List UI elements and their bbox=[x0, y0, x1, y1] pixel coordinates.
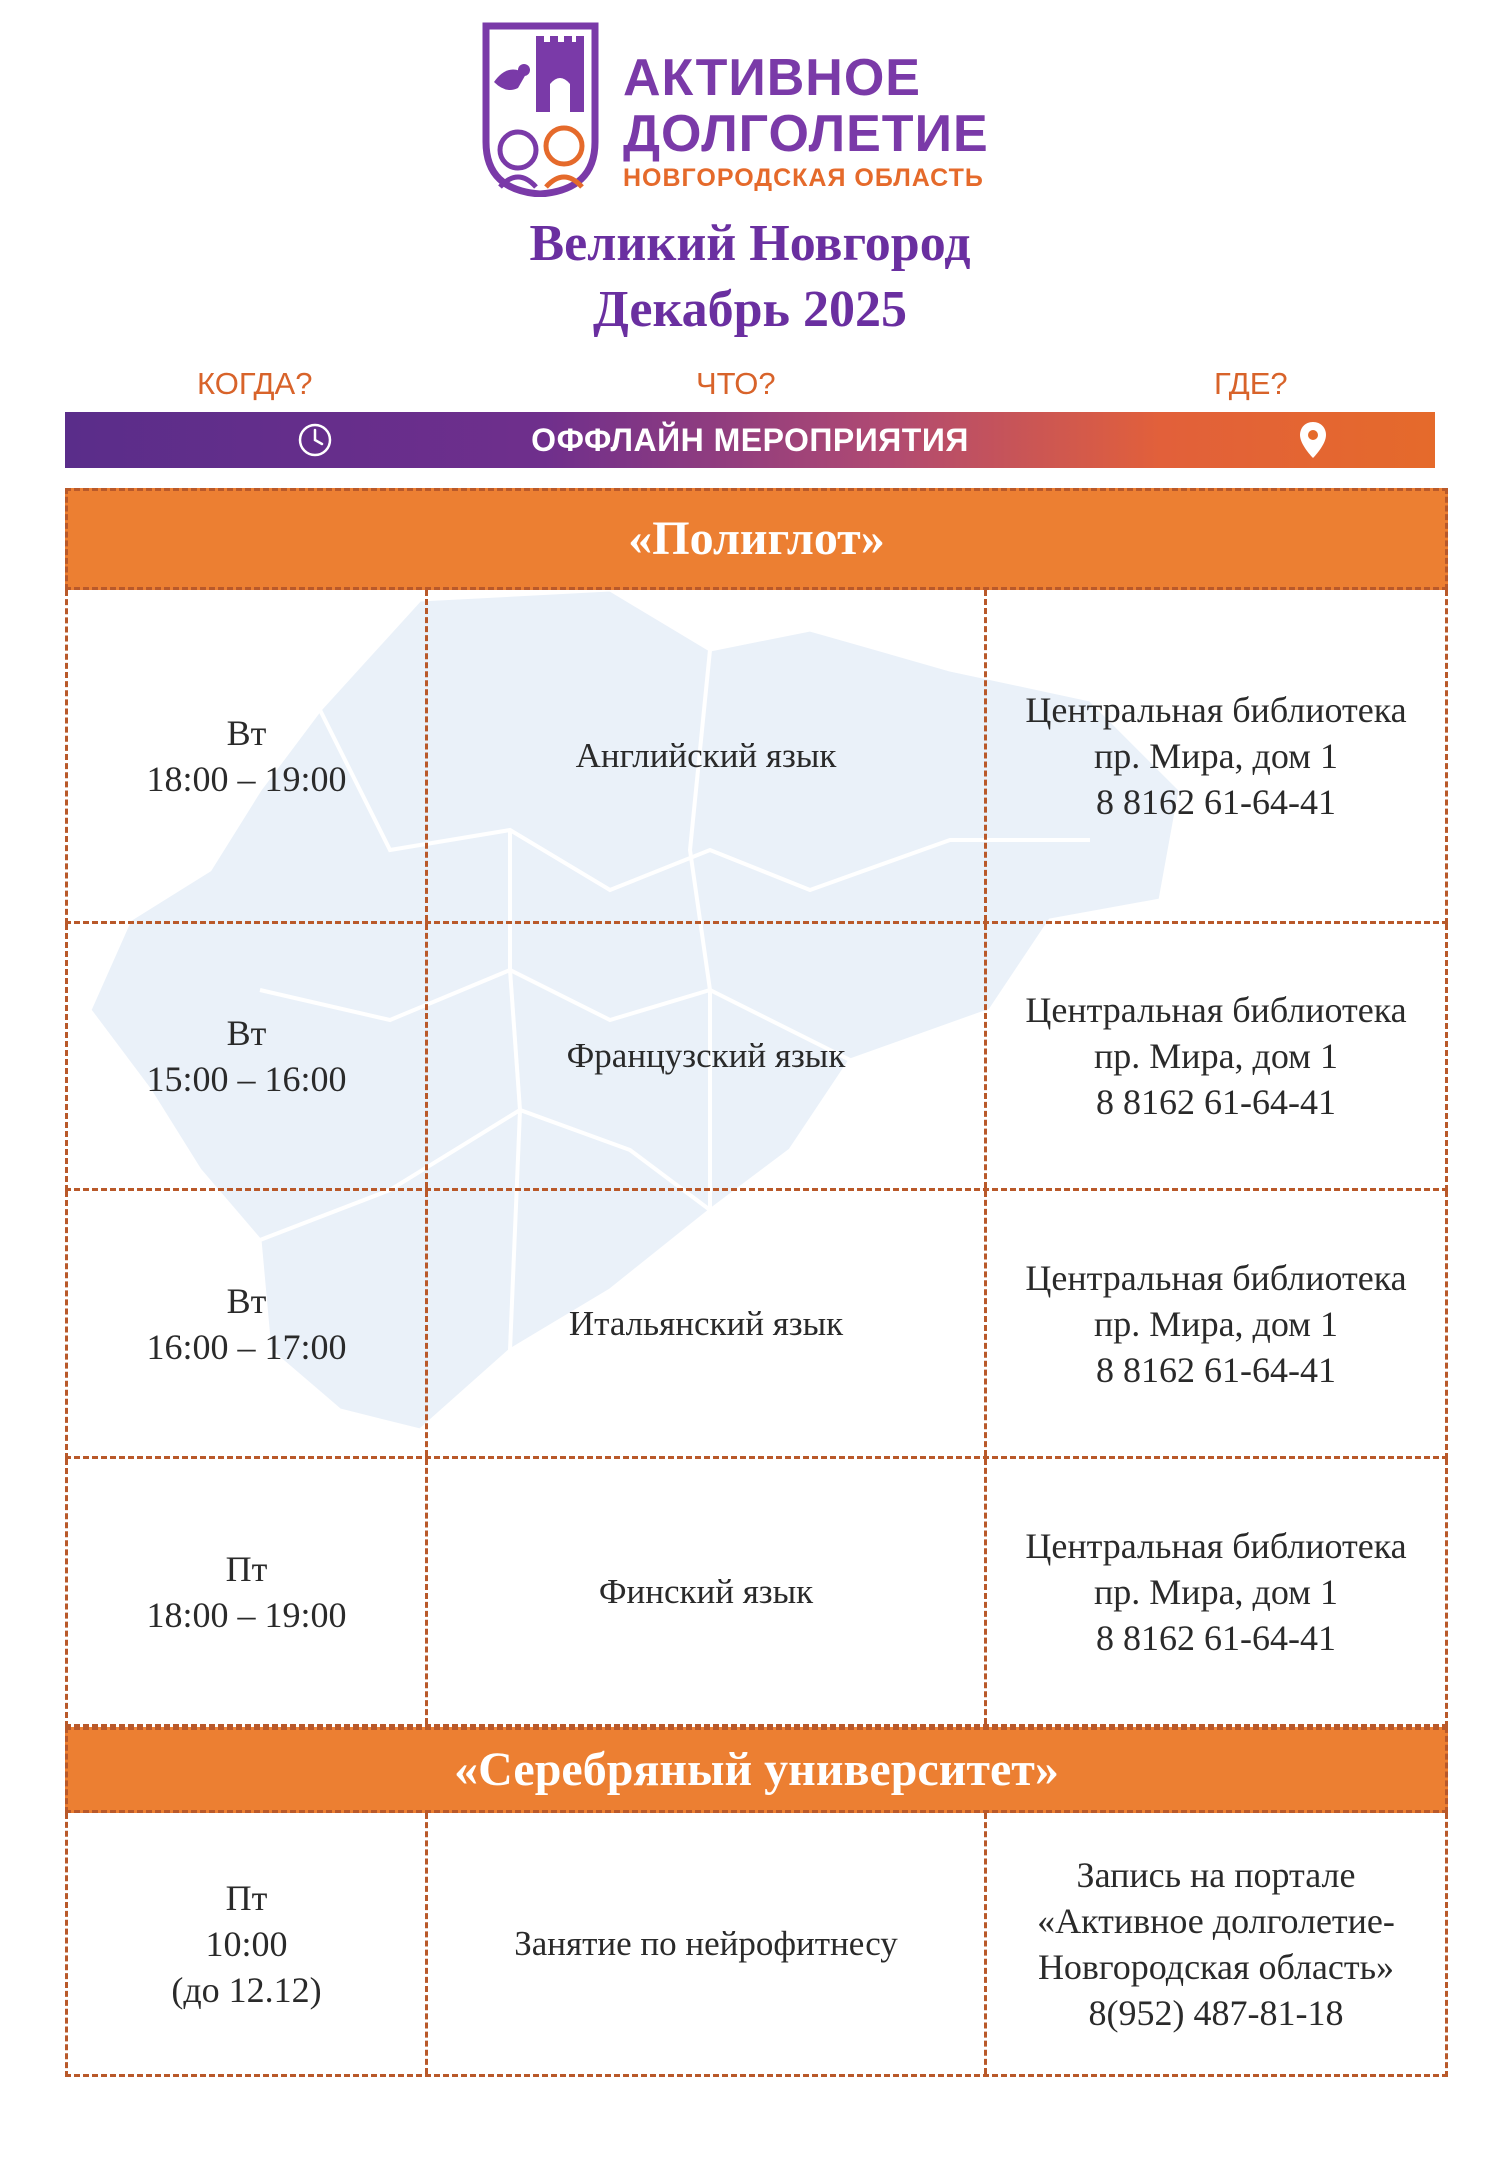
day-label: Пт bbox=[225, 1877, 268, 1918]
event-name: Итальянский язык bbox=[568, 1303, 844, 1343]
time-start: 10:00 bbox=[205, 1923, 288, 1964]
venue-name: Центральная библиотека bbox=[1025, 1257, 1407, 1298]
location-pin-icon bbox=[1297, 420, 1329, 460]
venue-address: пр. Мира, дом 1 bbox=[1094, 1036, 1338, 1076]
month-title: Декабрь 2025 bbox=[592, 281, 908, 338]
what-cell bbox=[425, 924, 987, 1188]
table-row bbox=[65, 1459, 1448, 1727]
venue-phone: 8 8162 61-64-41 bbox=[1096, 781, 1336, 822]
signup-text: Запись на портале bbox=[1076, 1854, 1356, 1895]
section-header-silver-university: «Серебряный университет» bbox=[65, 1727, 1448, 1813]
venue-name: Центральная библиотека bbox=[1025, 1525, 1407, 1566]
logo-subtitle: НОВГОРОДСКАЯ ОБЛАСТЬ bbox=[623, 164, 984, 192]
what-cell bbox=[425, 1459, 987, 1724]
city-title: Великий Новгород bbox=[529, 215, 971, 272]
banner-title: ОФФЛАЙН МЕРОПРИЯТИЯ bbox=[531, 422, 969, 458]
portal-region: Новгородская область» bbox=[1037, 1946, 1395, 1987]
table-row bbox=[65, 924, 1448, 1191]
logo bbox=[478, 22, 1038, 202]
section-header-polyglot: «Полиглот» bbox=[65, 488, 1448, 590]
contact-phone: 8(952) 487-81-18 bbox=[1088, 1992, 1344, 2033]
offline-events-banner bbox=[65, 412, 1435, 468]
logo-title-line2: ДОЛГОЛЕТИЕ bbox=[623, 105, 989, 163]
venue-address: пр. Мира, дом 1 bbox=[1094, 1571, 1338, 1612]
table-row bbox=[65, 590, 1448, 924]
logo-title-line1: АКТИВНОЕ bbox=[623, 49, 921, 107]
what-cell bbox=[425, 1191, 987, 1456]
venue-phone: 8 8162 61-64-41 bbox=[1096, 1349, 1336, 1390]
where-cell bbox=[987, 1459, 1445, 1724]
portal-name: «Активное долголетие- bbox=[1037, 1900, 1395, 1941]
table-row bbox=[65, 1813, 1448, 2077]
when-cell bbox=[68, 1459, 425, 1724]
column-label-where: ГДЕ? bbox=[1214, 366, 1288, 401]
event-name: Финский язык bbox=[598, 1571, 814, 1611]
where-cell bbox=[987, 1813, 1445, 2074]
when-cell bbox=[68, 590, 425, 921]
where-cell bbox=[987, 924, 1445, 1188]
time-range: 18:00 – 19:00 bbox=[146, 758, 347, 799]
day-label: Пт bbox=[225, 1548, 268, 1589]
day-label: Вт bbox=[226, 1013, 267, 1053]
logo-emblem-icon bbox=[478, 22, 603, 197]
day-label: Вт bbox=[226, 1280, 267, 1321]
where-cell bbox=[987, 590, 1445, 921]
event-name: Английский язык bbox=[575, 735, 837, 775]
venue-name: Центральная библиотека bbox=[1025, 689, 1407, 730]
time-range: 18:00 – 19:00 bbox=[146, 1594, 347, 1635]
schedule-table bbox=[65, 488, 1448, 2077]
time-range: 16:00 – 17:00 bbox=[146, 1326, 347, 1367]
column-label-what: ЧТО? bbox=[696, 366, 776, 401]
time-range: 15:00 – 16:00 bbox=[146, 1059, 347, 1099]
day-label: Вт bbox=[226, 712, 267, 753]
venue-name: Центральная библиотека bbox=[1025, 990, 1407, 1030]
when-cell bbox=[68, 1813, 425, 2074]
what-cell bbox=[425, 590, 987, 921]
when-cell bbox=[68, 1191, 425, 1456]
when-cell bbox=[68, 924, 425, 1188]
what-cell bbox=[425, 1813, 987, 2074]
venue-phone: 8 8162 61-64-41 bbox=[1096, 1082, 1336, 1122]
where-cell bbox=[987, 1191, 1445, 1456]
event-name: Французский язык bbox=[566, 1036, 846, 1075]
venue-phone: 8 8162 61-64-41 bbox=[1096, 1617, 1336, 1658]
date-note: (до 12.12) bbox=[171, 1969, 322, 2010]
venue-address: пр. Мира, дом 1 bbox=[1094, 1303, 1338, 1344]
table-row bbox=[65, 1191, 1448, 1459]
column-label-when: КОГДА? bbox=[197, 366, 313, 401]
event-name: Занятие по нейрофитнесу bbox=[514, 1923, 898, 1963]
venue-address: пр. Мира, дом 1 bbox=[1094, 735, 1338, 776]
